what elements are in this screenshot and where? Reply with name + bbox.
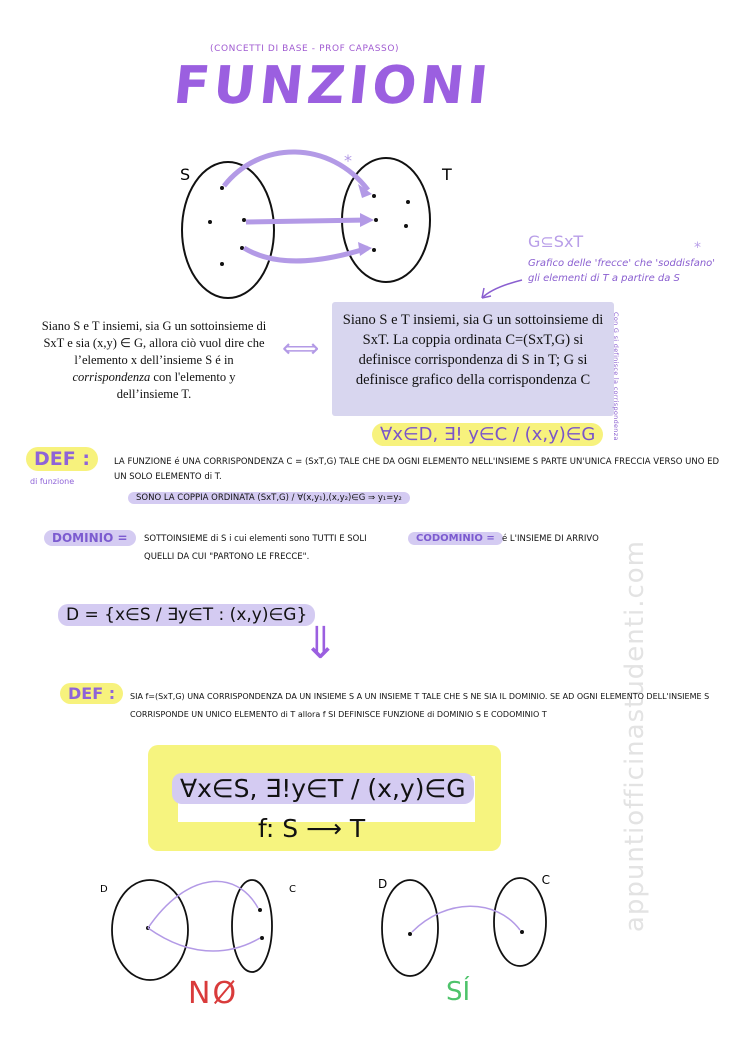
set-d-label: D <box>100 884 108 895</box>
point <box>404 224 408 228</box>
def-text: LA FUNZIONE é UNA CORRISPONDENZA C = (SxT,G) TALE CHE DA OGNI ELEMENTO NELL'INSIEME S PARTE UN'UNICA FRECCIA VERSO UNO ED UN SOLO ELEMENTO di T. <box>114 457 720 482</box>
definition-text: Siano S e T insiemi, sia G un sottoinsieme di SxT. La coppia ordinata C=(SxT,G) si definisce corrispondenza di S in T; G si definisce grafico della corrispondenza C <box>342 312 604 388</box>
side-note: Con G si definisce la corrispondenza <box>612 312 620 441</box>
def-label: DEF : <box>26 448 98 470</box>
implies-arrow: ⇓ <box>302 618 339 669</box>
watermark: appuntiofficinastudenti.com <box>620 540 650 933</box>
set-c-ellipse <box>494 878 546 966</box>
set-c-label: C <box>541 873 550 887</box>
point <box>372 248 376 252</box>
not-function-label: NØ <box>188 976 239 1011</box>
definition-box <box>332 302 614 416</box>
point <box>208 220 212 224</box>
arrow <box>148 881 258 928</box>
formula-unique-image: ∀x∈D, ∃! y∈C / (x,y)∈G <box>372 424 603 445</box>
asterisk-mark: * <box>694 240 701 256</box>
arrow <box>246 220 368 222</box>
formula-mapping: f: S ⟶ T <box>258 814 366 843</box>
point <box>220 262 224 266</box>
equivalence-arrow: ⟺ <box>282 334 320 364</box>
def-label: DEF : <box>60 684 123 703</box>
point <box>372 194 376 198</box>
intro-line: l’elemento x dell’insieme S é in <box>74 353 234 367</box>
is-function-label: SÍ <box>446 977 471 1007</box>
def-sublabel: di funzione <box>30 477 75 486</box>
def-line: SONO LA COPPIA ORDINATA (SxT,G) / ∀(x,y₁),(x,y₂)∈G ⇒ y₁=y₂ <box>128 493 410 503</box>
arrow-icon <box>476 276 526 302</box>
intro-line: Siano S e T insiemi, sia G un sottoinsieme di <box>41 319 267 333</box>
intro-line: SxT e sia (x,y) ∈ G, allora ciò vuol dire che <box>43 336 265 350</box>
codomain-text: é L'INSIEME DI ARRIVO <box>502 534 599 544</box>
example-function <box>376 868 556 978</box>
point <box>520 930 524 934</box>
point <box>220 186 224 190</box>
correspondence-diagram <box>170 140 470 310</box>
graph-note: Grafico delle 'frecce' che 'soddisfano' gli elementi di T a partire da S <box>528 258 716 284</box>
point <box>242 218 246 222</box>
domain-label: DOMINIO = <box>44 531 136 545</box>
intro-paragraph <box>26 318 282 403</box>
set-d-ellipse <box>382 880 438 976</box>
point <box>406 200 410 204</box>
domain-text: SOTTOINSIEME di S i cui elementi sono TUTTI E SOLI QUELLI DA CUI "PARTONO LE FRECCE". <box>144 534 367 562</box>
formula-domain: D = {x∈S / ∃y∈T : (x,y)∈G} <box>58 605 315 625</box>
arrow <box>244 248 368 261</box>
point <box>408 932 412 936</box>
set-c-ellipse <box>232 880 272 972</box>
def-text: SIA f=(SxT,G) UNA CORRISPONDENZA DA UN INSIEME S A UN INSIEME T TALE CHE S NE SIA IL DOMINIO. SE AD OGNI ELEMENTO DELL'INSIEME S CORRISPONDE UN UNICO ELEMENTO di T allora f SI DEFINISCE FUNZIONE di DOMINIO S E CODOMINIO T <box>130 692 710 719</box>
point <box>258 908 262 912</box>
intro-line: dell’insieme T. <box>116 387 192 401</box>
set-d-label: D <box>378 877 388 891</box>
set-c-label: C <box>289 884 296 895</box>
point <box>260 936 264 940</box>
intro-line: corrispondenza con l'elemento y <box>72 370 236 384</box>
point <box>374 218 378 222</box>
page-title: FUNZIONI <box>170 56 495 116</box>
subset-note: G⊆SxT <box>528 232 584 251</box>
set-t-label: T <box>442 165 452 184</box>
formula-function: ∀x∈S, ∃!y∈T / (x,y)∈G <box>172 774 474 803</box>
page-subtitle: (CONCETTI DI BASE - PROF CAPASSO) <box>210 44 400 54</box>
codomain-label: CODOMINIO = <box>408 533 503 544</box>
set-s-label: S <box>180 165 191 184</box>
arrow <box>148 928 260 951</box>
example-not-function <box>96 872 296 982</box>
arrow <box>412 906 520 932</box>
asterisk-mark: * <box>344 151 352 170</box>
